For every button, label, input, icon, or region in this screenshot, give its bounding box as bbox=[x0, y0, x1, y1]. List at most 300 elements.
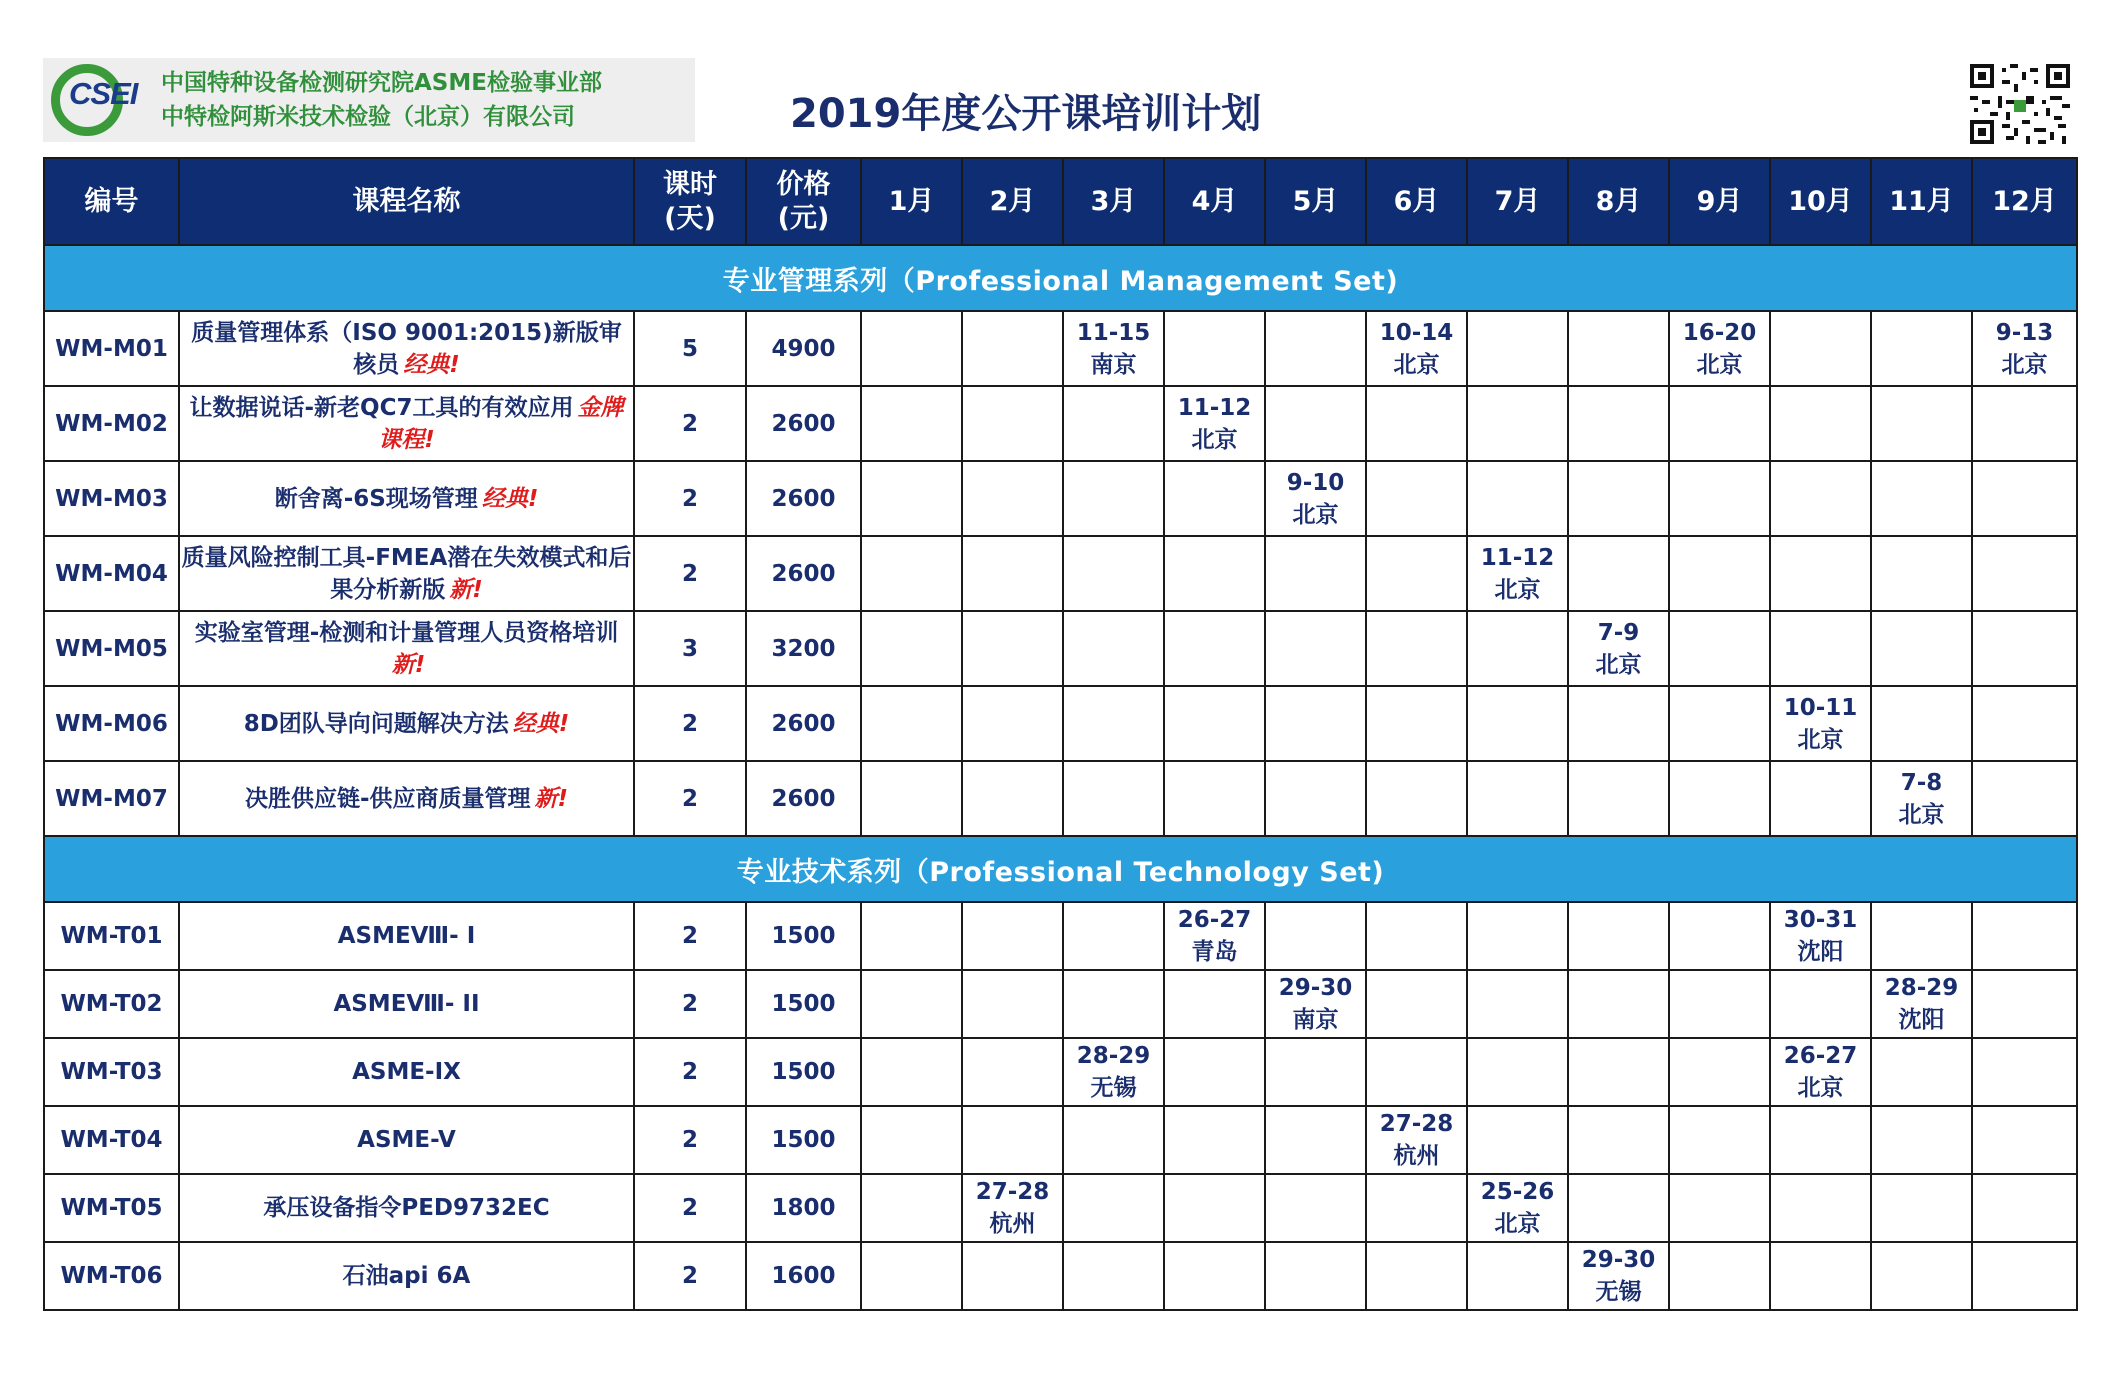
month-cell-2 bbox=[962, 1106, 1063, 1174]
month-cell-2 bbox=[962, 311, 1063, 386]
month-cell-1 bbox=[861, 1038, 962, 1106]
month-cell-8 bbox=[1568, 902, 1669, 970]
course-price: 2600 bbox=[746, 686, 861, 761]
month-cell-9 bbox=[1669, 1242, 1770, 1310]
month-cell-7 bbox=[1467, 461, 1568, 536]
column-header-days: 课时 (天) bbox=[634, 158, 746, 245]
month-cell-11 bbox=[1871, 311, 1972, 386]
month-cell-7 bbox=[1467, 1038, 1568, 1106]
course-price: 1600 bbox=[746, 1242, 861, 1310]
session-city: 北京 bbox=[1595, 651, 1642, 678]
course-days: 2 bbox=[634, 1038, 746, 1106]
month-cell-6 bbox=[1366, 761, 1467, 836]
month-cell-7 bbox=[1467, 686, 1568, 761]
month-cell-10 bbox=[1770, 461, 1871, 536]
session-city: 北京 bbox=[1292, 501, 1339, 528]
month-cell-7 bbox=[1467, 761, 1568, 836]
month-cell-5 bbox=[1265, 311, 1366, 386]
month-cell-1 bbox=[861, 386, 962, 461]
month-cell-12 bbox=[1972, 902, 2077, 970]
course-price: 1800 bbox=[746, 1174, 861, 1242]
column-header-month-10: 10月 bbox=[1770, 158, 1871, 245]
month-cell-1 bbox=[861, 1106, 962, 1174]
month-cell-12 bbox=[1972, 970, 2077, 1038]
course-code: WM-M01 bbox=[44, 311, 179, 386]
course-name-cell bbox=[179, 386, 634, 461]
course-tag-badge: 新! bbox=[534, 785, 569, 812]
session-city: 杭州 bbox=[989, 1211, 1036, 1237]
course-row bbox=[44, 1106, 2077, 1174]
month-cell-4 bbox=[1164, 902, 1265, 970]
section-band bbox=[44, 245, 2077, 311]
month-cell-3 bbox=[1063, 1174, 1164, 1242]
month-cell-2 bbox=[962, 761, 1063, 836]
org-line-2: 中特检阿斯米技术检验（北京）有限公司 bbox=[161, 104, 575, 130]
month-cell-8 bbox=[1568, 611, 1669, 686]
month-cell-2 bbox=[962, 1038, 1063, 1106]
month-cell-11 bbox=[1871, 686, 1972, 761]
month-cell-11 bbox=[1871, 461, 1972, 536]
month-cell-11 bbox=[1871, 1038, 1972, 1106]
course-days: 2 bbox=[634, 386, 746, 461]
session-dates: 11-12 bbox=[1480, 544, 1555, 571]
month-cell-10 bbox=[1770, 970, 1871, 1038]
month-cell-4 bbox=[1164, 686, 1265, 761]
course-name: 实验室管理-检测和计量管理人员资格培训 bbox=[194, 619, 619, 646]
course-row bbox=[44, 761, 2077, 836]
month-cell-8 bbox=[1568, 686, 1669, 761]
session-city: 南京 bbox=[1292, 1007, 1339, 1033]
course-name-cell bbox=[179, 902, 634, 970]
csei-logo-mark: CSEI bbox=[69, 76, 138, 111]
month-cell-12 bbox=[1972, 536, 2077, 611]
session-city: 北京 bbox=[1797, 1075, 1844, 1101]
session-dates: 10-14 bbox=[1379, 319, 1454, 346]
course-price: 2600 bbox=[746, 461, 861, 536]
course-days: 5 bbox=[634, 311, 746, 386]
month-cell-5 bbox=[1265, 970, 1366, 1038]
course-row bbox=[44, 1174, 2077, 1242]
month-cell-8 bbox=[1568, 311, 1669, 386]
month-cell-7 bbox=[1467, 536, 1568, 611]
month-cell-6 bbox=[1366, 686, 1467, 761]
month-cell-6 bbox=[1366, 1038, 1467, 1106]
month-cell-5 bbox=[1265, 536, 1366, 611]
month-cell-2 bbox=[962, 536, 1063, 611]
session-dates: 9-13 bbox=[1995, 319, 2054, 346]
month-cell-3 bbox=[1063, 902, 1164, 970]
month-cell-12 bbox=[1972, 311, 2077, 386]
session-city: 杭州 bbox=[1393, 1143, 1440, 1169]
course-code: WM-M05 bbox=[44, 611, 179, 686]
month-cell-6 bbox=[1366, 536, 1467, 611]
column-header-month-5: 5月 bbox=[1265, 158, 1366, 245]
qr-code-icon bbox=[1970, 64, 2070, 144]
month-cell-6 bbox=[1366, 311, 1467, 386]
month-cell-12 bbox=[1972, 1038, 2077, 1106]
month-cell-6 bbox=[1366, 386, 1467, 461]
course-price: 1500 bbox=[746, 1038, 861, 1106]
session-city: 无锡 bbox=[1090, 1075, 1137, 1101]
month-cell-9 bbox=[1669, 461, 1770, 536]
month-cell-10 bbox=[1770, 386, 1871, 461]
course-name: ASMEⅧ- I bbox=[337, 923, 476, 949]
course-row bbox=[44, 970, 2077, 1038]
month-cell-2 bbox=[962, 1174, 1063, 1242]
column-header-month-1: 1月 bbox=[861, 158, 962, 245]
course-days: 2 bbox=[634, 1174, 746, 1242]
session-dates: 26-27 bbox=[1783, 1043, 1858, 1069]
month-cell-4 bbox=[1164, 536, 1265, 611]
month-cell-8 bbox=[1568, 536, 1669, 611]
month-cell-6 bbox=[1366, 902, 1467, 970]
month-cell-11 bbox=[1871, 1106, 1972, 1174]
month-cell-9 bbox=[1669, 1174, 1770, 1242]
course-row bbox=[44, 311, 2077, 386]
course-row bbox=[44, 461, 2077, 536]
session-dates: 30-31 bbox=[1783, 907, 1858, 933]
course-code: WM-T03 bbox=[44, 1038, 179, 1106]
course-code: WM-M04 bbox=[44, 536, 179, 611]
table-header-row bbox=[44, 158, 2077, 245]
course-row bbox=[44, 386, 2077, 461]
course-days: 2 bbox=[634, 461, 746, 536]
month-cell-12 bbox=[1972, 1174, 2077, 1242]
month-cell-6 bbox=[1366, 1106, 1467, 1174]
course-price: 1500 bbox=[746, 902, 861, 970]
course-name: 承压设备指令PED9732EC bbox=[263, 1195, 550, 1221]
course-name: 让数据说话-新老QC7工具的有效应用 bbox=[189, 394, 574, 421]
month-cell-9 bbox=[1669, 686, 1770, 761]
month-cell-4 bbox=[1164, 386, 1265, 461]
month-cell-8 bbox=[1568, 1106, 1669, 1174]
column-header-month-9: 9月 bbox=[1669, 158, 1770, 245]
month-cell-9 bbox=[1669, 761, 1770, 836]
month-cell-2 bbox=[962, 611, 1063, 686]
column-header-month-6: 6月 bbox=[1366, 158, 1467, 245]
month-cell-12 bbox=[1972, 761, 2077, 836]
month-cell-4 bbox=[1164, 311, 1265, 386]
month-cell-6 bbox=[1366, 461, 1467, 536]
course-days: 2 bbox=[634, 761, 746, 836]
course-price: 2600 bbox=[746, 761, 861, 836]
month-cell-7 bbox=[1467, 1174, 1568, 1242]
course-name: 8D团队导向问题解决方法 bbox=[243, 710, 509, 737]
month-cell-6 bbox=[1366, 1174, 1467, 1242]
session-city: 北京 bbox=[1696, 351, 1743, 378]
month-cell-7 bbox=[1467, 1106, 1568, 1174]
course-name: ASMEⅧ- II bbox=[333, 991, 480, 1017]
month-cell-9 bbox=[1669, 1106, 1770, 1174]
course-tag-badge: 经典! bbox=[403, 351, 460, 378]
month-cell-6 bbox=[1366, 611, 1467, 686]
month-cell-3 bbox=[1063, 686, 1164, 761]
month-cell-12 bbox=[1972, 1106, 2077, 1174]
section-title: 专业技术系列（Professional Technology Set) bbox=[44, 836, 2077, 902]
course-name: 质量风险控制工具-FMEA潜在失效模式和后果分析新版 bbox=[181, 544, 632, 603]
course-code: WM-T01 bbox=[44, 902, 179, 970]
course-days: 3 bbox=[634, 611, 746, 686]
month-cell-4 bbox=[1164, 1174, 1265, 1242]
month-cell-1 bbox=[861, 611, 962, 686]
month-cell-3 bbox=[1063, 311, 1164, 386]
course-price: 2600 bbox=[746, 386, 861, 461]
course-name-cell bbox=[179, 1174, 634, 1242]
month-cell-8 bbox=[1568, 970, 1669, 1038]
course-code: WM-T05 bbox=[44, 1174, 179, 1242]
course-row bbox=[44, 686, 2077, 761]
course-name-cell bbox=[179, 611, 634, 686]
month-cell-9 bbox=[1669, 902, 1770, 970]
session-dates: 11-15 bbox=[1076, 319, 1151, 346]
section-band bbox=[44, 836, 2077, 902]
page-title: 2019年度公开课培训计划 bbox=[790, 91, 1262, 137]
course-name-cell bbox=[179, 461, 634, 536]
session-dates: 27-28 bbox=[1379, 1111, 1454, 1137]
month-cell-1 bbox=[861, 902, 962, 970]
month-cell-2 bbox=[962, 1242, 1063, 1310]
session-dates: 25-26 bbox=[1480, 1179, 1555, 1205]
session-city: 青岛 bbox=[1191, 939, 1238, 965]
month-cell-11 bbox=[1871, 1174, 1972, 1242]
course-tag-badge: 新! bbox=[391, 651, 426, 678]
month-cell-3 bbox=[1063, 970, 1164, 1038]
session-dates: 10-11 bbox=[1783, 694, 1858, 721]
month-cell-4 bbox=[1164, 761, 1265, 836]
month-cell-4 bbox=[1164, 611, 1265, 686]
month-cell-1 bbox=[861, 311, 962, 386]
month-cell-5 bbox=[1265, 1106, 1366, 1174]
column-header-name: 课程名称 bbox=[179, 158, 634, 245]
session-city: 无锡 bbox=[1595, 1279, 1642, 1305]
month-cell-9 bbox=[1669, 611, 1770, 686]
month-cell-4 bbox=[1164, 1038, 1265, 1106]
course-name: 石油api 6A bbox=[342, 1263, 471, 1289]
month-cell-11 bbox=[1871, 1242, 1972, 1310]
month-cell-3 bbox=[1063, 536, 1164, 611]
course-tag-badge: 新! bbox=[449, 576, 483, 603]
course-days: 2 bbox=[634, 902, 746, 970]
month-cell-10 bbox=[1770, 761, 1871, 836]
month-cell-2 bbox=[962, 686, 1063, 761]
month-cell-10 bbox=[1770, 902, 1871, 970]
month-cell-3 bbox=[1063, 1106, 1164, 1174]
month-cell-3 bbox=[1063, 1038, 1164, 1106]
month-cell-10 bbox=[1770, 1038, 1871, 1106]
course-name-cell bbox=[179, 1038, 634, 1106]
month-cell-5 bbox=[1265, 611, 1366, 686]
column-header-price: 价格 (元) bbox=[746, 158, 861, 245]
course-code: WM-T04 bbox=[44, 1106, 179, 1174]
month-cell-1 bbox=[861, 461, 962, 536]
month-cell-2 bbox=[962, 902, 1063, 970]
month-cell-1 bbox=[861, 1242, 962, 1310]
month-cell-5 bbox=[1265, 1038, 1366, 1106]
course-name-cell bbox=[179, 686, 634, 761]
month-cell-10 bbox=[1770, 686, 1871, 761]
month-cell-5 bbox=[1265, 686, 1366, 761]
course-code: WM-T06 bbox=[44, 1242, 179, 1310]
session-city: 北京 bbox=[1393, 351, 1440, 378]
course-name-cell bbox=[179, 1106, 634, 1174]
month-cell-10 bbox=[1770, 1242, 1871, 1310]
month-cell-1 bbox=[861, 761, 962, 836]
column-header-code: 编号 bbox=[44, 158, 179, 245]
month-cell-1 bbox=[861, 1174, 962, 1242]
month-cell-6 bbox=[1366, 1242, 1467, 1310]
course-code: WM-M03 bbox=[44, 461, 179, 536]
column-header-month-2: 2月 bbox=[962, 158, 1063, 245]
session-dates: 9-10 bbox=[1286, 469, 1345, 496]
session-city: 南京 bbox=[1090, 351, 1137, 378]
month-cell-2 bbox=[962, 461, 1063, 536]
month-cell-3 bbox=[1063, 461, 1164, 536]
course-name-cell bbox=[179, 536, 634, 611]
course-price: 2600 bbox=[746, 536, 861, 611]
month-cell-7 bbox=[1467, 1242, 1568, 1310]
course-days: 2 bbox=[634, 1242, 746, 1310]
month-cell-12 bbox=[1972, 386, 2077, 461]
course-days: 2 bbox=[634, 970, 746, 1038]
course-name-cell bbox=[179, 311, 634, 386]
course-tag-badge: 金牌课程! bbox=[378, 394, 624, 453]
org-line-1: 中国特种设备检测研究院ASME检验事业部 bbox=[161, 70, 602, 96]
course-name: ASME-V bbox=[357, 1127, 456, 1153]
session-city: 北京 bbox=[1797, 726, 1844, 753]
month-cell-8 bbox=[1568, 761, 1669, 836]
course-row bbox=[44, 536, 2077, 611]
column-header-month-4: 4月 bbox=[1164, 158, 1265, 245]
month-cell-12 bbox=[1972, 1242, 2077, 1310]
month-cell-10 bbox=[1770, 611, 1871, 686]
session-dates: 26-27 bbox=[1177, 907, 1252, 933]
session-city: 北京 bbox=[1191, 426, 1238, 453]
month-cell-5 bbox=[1265, 902, 1366, 970]
session-city: 北京 bbox=[2001, 351, 2048, 378]
month-cell-3 bbox=[1063, 386, 1164, 461]
month-cell-5 bbox=[1265, 1242, 1366, 1310]
month-cell-11 bbox=[1871, 386, 1972, 461]
month-cell-8 bbox=[1568, 461, 1669, 536]
course-name-cell bbox=[179, 1242, 634, 1310]
month-cell-2 bbox=[962, 970, 1063, 1038]
session-city: 北京 bbox=[1494, 576, 1541, 603]
course-code: WM-M02 bbox=[44, 386, 179, 461]
month-cell-7 bbox=[1467, 311, 1568, 386]
month-cell-11 bbox=[1871, 970, 1972, 1038]
month-cell-8 bbox=[1568, 386, 1669, 461]
month-cell-12 bbox=[1972, 686, 2077, 761]
course-price: 4900 bbox=[746, 311, 861, 386]
session-city: 北京 bbox=[1898, 801, 1945, 828]
session-dates: 7-9 bbox=[1597, 619, 1640, 646]
month-cell-5 bbox=[1265, 761, 1366, 836]
month-cell-12 bbox=[1972, 611, 2077, 686]
course-price: 1500 bbox=[746, 970, 861, 1038]
month-cell-1 bbox=[861, 970, 962, 1038]
course-name: 决胜供应链-供应商质量管理 bbox=[244, 785, 531, 812]
course-days: 2 bbox=[634, 1106, 746, 1174]
session-dates: 28-29 bbox=[1076, 1043, 1151, 1069]
course-tag-badge: 经典! bbox=[512, 710, 570, 737]
month-cell-4 bbox=[1164, 1242, 1265, 1310]
column-header-month-3: 3月 bbox=[1063, 158, 1164, 245]
month-cell-5 bbox=[1265, 386, 1366, 461]
course-price: 1500 bbox=[746, 1106, 861, 1174]
section-title: 专业管理系列（Professional Management Set) bbox=[44, 245, 2077, 311]
session-dates: 29-30 bbox=[1581, 1247, 1656, 1273]
course-name: 质量管理体系（ISO 9001:2015)新版审核员 bbox=[191, 319, 622, 378]
course-tag-badge: 经典! bbox=[481, 485, 539, 512]
course-days: 2 bbox=[634, 686, 746, 761]
month-cell-9 bbox=[1669, 970, 1770, 1038]
month-cell-10 bbox=[1770, 1174, 1871, 1242]
month-cell-4 bbox=[1164, 1106, 1265, 1174]
month-cell-9 bbox=[1669, 1038, 1770, 1106]
month-cell-10 bbox=[1770, 1106, 1871, 1174]
month-cell-11 bbox=[1871, 611, 1972, 686]
session-dates: 16-20 bbox=[1682, 319, 1757, 346]
session-dates: 11-12 bbox=[1177, 394, 1252, 421]
month-cell-4 bbox=[1164, 461, 1265, 536]
course-name: ASME-IX bbox=[352, 1059, 461, 1085]
month-cell-8 bbox=[1568, 1038, 1669, 1106]
month-cell-9 bbox=[1669, 386, 1770, 461]
month-cell-7 bbox=[1467, 611, 1568, 686]
course-row bbox=[44, 611, 2077, 686]
month-cell-6 bbox=[1366, 970, 1467, 1038]
org-names bbox=[161, 66, 602, 134]
course-name: 断舍离-6S现场管理 bbox=[274, 485, 478, 512]
month-cell-12 bbox=[1972, 461, 2077, 536]
session-city: 沈阳 bbox=[1898, 1007, 1945, 1033]
column-header-month-7: 7月 bbox=[1467, 158, 1568, 245]
course-code: WM-T02 bbox=[44, 970, 179, 1038]
month-cell-3 bbox=[1063, 1242, 1164, 1310]
month-cell-5 bbox=[1265, 461, 1366, 536]
month-cell-11 bbox=[1871, 902, 1972, 970]
session-dates: 28-29 bbox=[1884, 975, 1959, 1001]
course-price: 3200 bbox=[746, 611, 861, 686]
course-row bbox=[44, 902, 2077, 970]
month-cell-9 bbox=[1669, 536, 1770, 611]
month-cell-3 bbox=[1063, 611, 1164, 686]
course-code: WM-M07 bbox=[44, 761, 179, 836]
course-days: 2 bbox=[634, 536, 746, 611]
session-city: 沈阳 bbox=[1797, 939, 1844, 965]
session-city: 北京 bbox=[1494, 1211, 1541, 1237]
month-cell-2 bbox=[962, 386, 1063, 461]
month-cell-3 bbox=[1063, 761, 1164, 836]
month-cell-8 bbox=[1568, 1242, 1669, 1310]
month-cell-8 bbox=[1568, 1174, 1669, 1242]
month-cell-10 bbox=[1770, 311, 1871, 386]
month-cell-11 bbox=[1871, 536, 1972, 611]
month-cell-7 bbox=[1467, 386, 1568, 461]
month-cell-7 bbox=[1467, 970, 1568, 1038]
course-code: WM-M06 bbox=[44, 686, 179, 761]
month-cell-1 bbox=[861, 536, 962, 611]
month-cell-10 bbox=[1770, 536, 1871, 611]
month-cell-1 bbox=[861, 686, 962, 761]
column-header-month-12: 12月 bbox=[1972, 158, 2077, 245]
month-cell-4 bbox=[1164, 970, 1265, 1038]
month-cell-9 bbox=[1669, 311, 1770, 386]
month-cell-7 bbox=[1467, 902, 1568, 970]
month-cell-5 bbox=[1265, 1174, 1366, 1242]
session-dates: 29-30 bbox=[1278, 975, 1353, 1001]
column-header-month-11: 11月 bbox=[1871, 158, 1972, 245]
